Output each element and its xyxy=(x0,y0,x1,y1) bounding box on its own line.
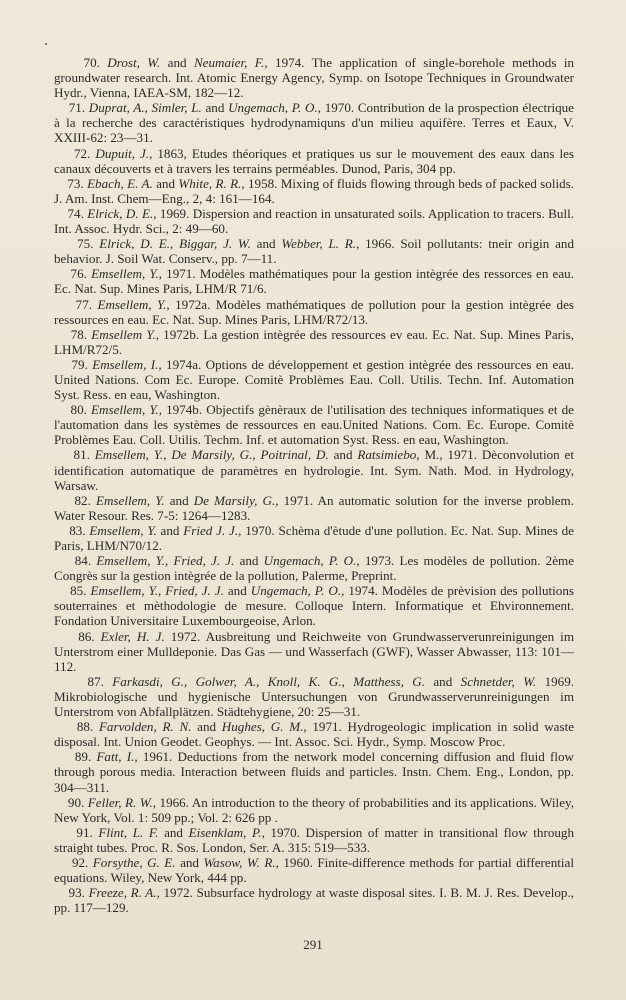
reference-authors: Drost, W. xyxy=(107,55,161,70)
reference-entry xyxy=(54,553,574,583)
reference-coauthors: De Marsily, G. xyxy=(193,492,276,508)
reference-authors: Emsellem, Y., De Marsily, G., Poitrinal, D. xyxy=(94,447,329,463)
reference-authors: Ebach, E. A. xyxy=(87,175,153,191)
reference-number: 93. xyxy=(68,885,85,901)
reference-coauthors: Neumaier, F. xyxy=(193,55,265,70)
reference-number: 73. xyxy=(67,175,84,191)
reference-text: 1972. Ausbreitung und Reichweite von Grundwasserverunreinigungen im Unterstrom einer Mulldeponie. Das Gas — und Wasserfach (GWF), Wasser Abwasser, 113: 101—112. xyxy=(54,628,574,674)
reference-entry xyxy=(54,493,574,523)
reference-authors: Emsellem, Y. xyxy=(89,522,157,538)
reference-entry xyxy=(54,357,574,402)
reference-authors: Emsellem, Y. xyxy=(95,492,165,508)
reference-entry xyxy=(54,674,574,719)
reference-authors: Emsellem, Y., Fried, J. J. xyxy=(90,583,224,599)
reference-entry xyxy=(54,297,574,327)
reference-coauthors: Fried J. J. xyxy=(183,522,239,538)
reference-number: 91. xyxy=(76,824,93,840)
reference-entry xyxy=(54,402,574,447)
reference-entry xyxy=(54,176,574,206)
reference-number: 75. xyxy=(77,236,94,252)
reference-number: 74. xyxy=(67,205,84,221)
reference-text: , 1972a. Modèles mathématiques de pollution pour la gestion intègrée des ressources en eau. Ec. Nat. Sup. Mines Paris, LHM/R72/13. xyxy=(54,296,574,327)
reference-number: 85. xyxy=(70,583,87,599)
reference-number: 81. xyxy=(73,447,90,463)
reference-authors: Emsellem, Y. xyxy=(91,266,159,282)
reference-text: , 1966. An introduction to the theory of probabilities and its applications. Wiley, New York, Vol. 1: 509 pp.; Vol. 2: 626 pp . xyxy=(54,794,574,825)
reference-authors: Duprat, A., Simler, L. xyxy=(88,100,202,116)
reference-entry xyxy=(54,146,574,176)
reference-entry xyxy=(54,523,574,553)
reference-list xyxy=(54,55,574,915)
reference-text: , 1970. Dispersion of matter in transitional flow through straight tubes. Proc. R. Sos. London, Ser. A. 315: 519—533. xyxy=(54,824,575,855)
reference-text: , 1961. Deductions from the network model concerning diffusion and fluid flow through porous media. Interaction between fluids and particles. Instn. Chem. Eng., London, pp. 304—311. xyxy=(54,749,575,795)
reference-number: 87. xyxy=(87,673,104,689)
reference-entry xyxy=(54,266,574,296)
reference-entry xyxy=(54,855,574,885)
reference-entry xyxy=(54,327,574,357)
reference-conjunction: and xyxy=(234,553,264,569)
reference-coauthors: White, R. R. xyxy=(178,175,242,191)
reference-authors: Emsellem, I. xyxy=(92,356,159,372)
reference-coauthors: Eisenklam, P. xyxy=(188,824,262,840)
reference-authors: Feller, R. W. xyxy=(87,794,153,810)
reference-number: 82. xyxy=(74,492,91,508)
reference-text: , 1970. Schèma d'ètude d'une pollution. Ec. Nat. Sup. Mines de Paris, LHM/N70/12. xyxy=(54,522,574,553)
reference-authors: Emsellem, Y., Fried, J. J. xyxy=(96,553,235,569)
reference-coauthors: Ungemach, P. O. xyxy=(228,100,318,116)
print-speck xyxy=(45,43,47,45)
reference-text: , 1966. Soil pollutants: tneir origin and behavior. J. Soil Wat. Conserv., pp. 7—11. xyxy=(54,236,575,267)
reference-number: 78. xyxy=(70,326,88,342)
reference-entry xyxy=(54,629,574,674)
reference-coauthors: Ungemach, P. O. xyxy=(263,553,357,569)
reference-conjunction: and xyxy=(160,55,194,70)
reference-number: 89. xyxy=(74,749,92,765)
reference-text: , 1971. Modèles mathématiques pour la gestion intègrée des ressorces en eau. Ec. Nat. Sup. Mines Paris, LHM/R 71/6. xyxy=(54,266,574,297)
reference-authors: Flint, L. F. xyxy=(98,824,159,840)
reference-text: , 1974b. Objectifs gènèraux de l'utilisation des techniques informatiques et de l'automation dans les systèmes de ressources en eau.United Nations. Com. Ec. Europe. Comitè Problèmes Eau. Coll. Utilis. Techm. Inf. et automation Syst. Ress. en eau, Washington. xyxy=(54,402,574,448)
reference-text: , 1971. Hydrogeologic implication in solid waste disposal. Int. Union Geodet. Geophys. — Int. Assoc. Sci. Hydr., Symp. Moscow Proc. xyxy=(54,719,575,750)
reference-entry xyxy=(54,825,574,855)
reference-conjunction: and xyxy=(164,492,194,508)
reference-authors: Elrick, D. E., Biggar, J. W. xyxy=(99,236,251,252)
reference-authors: Farvolden, R. N. xyxy=(98,719,192,735)
reference-conjunction: and xyxy=(223,583,251,599)
reference-number: 86. xyxy=(78,628,95,644)
reference-text: , 1969. Dispersion and reaction in unsaturated soils. Application to tracers. Bull. Int. Assoc. Hydr. Sci., 2: 49—60. xyxy=(54,205,574,237)
reference-entry xyxy=(54,55,574,100)
reference-number: 70. xyxy=(83,55,100,70)
reference-coauthors: Ungemach, P. O. xyxy=(250,583,342,599)
reference-entry xyxy=(54,719,574,749)
reference-entry xyxy=(54,885,574,915)
reference-number: 72. xyxy=(73,145,91,161)
reference-number: 88. xyxy=(76,719,94,735)
reference-text: , 1972. Subsurface hydrology at waste disposal sites. I. B. M. J. Res. Develop., pp. 117—129. xyxy=(54,885,575,916)
reference-coauthors: Hughes, G. M. xyxy=(221,719,304,735)
reference-coauthors: Ratsimiebo xyxy=(357,447,417,463)
reference-authors: Freeze, R. A. xyxy=(88,885,157,901)
reference-entry xyxy=(54,583,574,628)
reference-entry xyxy=(54,206,574,236)
reference-conjunction: and xyxy=(201,100,229,116)
reference-authors: Emsellem Y. xyxy=(91,326,156,342)
reference-conjunction: and xyxy=(250,236,282,252)
reference-entry xyxy=(54,236,574,266)
reference-number: 90. xyxy=(67,794,85,810)
reference-number: 77. xyxy=(75,296,93,312)
reference-text: , 1974a. Options de développement et gestion intègrée des ressources en eau. United Nations. Com Ec. Europe. Comitè Problèmes Eau. Coll. Utilis. Techn. Inf. Automation Syst. Ress. en eau, Washington. xyxy=(54,356,575,403)
reference-text: , 1960. Finite-difference methods for partial differential equations. Wiley, New York, 444 pp. xyxy=(54,854,575,886)
reference-text: , M., 1971. Dèconvolution et identification automatique de paramètres en hydrologie. Int. Sym. Nath. Mod. in Hydrology, Warsaw. xyxy=(54,447,575,493)
reference-coauthors: Wasow, W. R. xyxy=(203,854,276,870)
reference-conjunction: and xyxy=(424,673,461,689)
reference-authors: Farkasdi, G., Golwer, A., Knoll, K. G., Matthess, G. xyxy=(112,673,425,689)
reference-text: , 1970. Contribution de la prospection électrique à la recherche des caractéristiques hydrodynamiquns d'un milieu aquifère. Terres et Eaux, V. XXIII-62: 23—31. xyxy=(54,100,574,146)
reference-text: 1969. Mikrobiologische und hygienische Untersuchungen von Grundwasserverunreinigungen im Unterstrom von Abfallplätzen. Städtehygiene, 20: 25—31. xyxy=(54,673,575,720)
reference-entry xyxy=(54,100,574,145)
reference-number: 79. xyxy=(71,356,88,372)
reference-entry xyxy=(54,795,574,825)
reference-conjunction: and xyxy=(175,854,204,870)
reference-conjunction: and xyxy=(156,522,184,538)
reference-coauthors: Schnetder, W. xyxy=(460,673,537,689)
reference-authors: Exler, H. J. xyxy=(100,628,165,644)
reference-authors: Elrick, D. E. xyxy=(87,205,154,221)
reference-entry xyxy=(54,749,574,794)
reference-number: 76. xyxy=(70,266,87,282)
reference-conjunction: and xyxy=(191,719,222,735)
reference-number: 92. xyxy=(71,854,89,870)
reference-text: , 1863, Etudes théoriques et pratiques us sur le mouvement des eaux dans les canaux découverts et à travers les terrains perméables. Dunod, Paris, 304 pp. xyxy=(54,145,575,176)
reference-text: , 1974. The application of single-borehole methods in groundwater research. Int. Atomic Energy Agency, Symp. on Isotope Techniques in Groundwater Hydr., Vienna, IAEA-SM, 182—12. xyxy=(54,55,574,101)
reference-text: , 1973. Les modèles de pollution. 2ème Congrès sur la gestion intègrée de la pollution, Palerme, Preprint. xyxy=(54,553,575,584)
reference-authors: Dupuit, J. xyxy=(95,145,150,161)
reference-text: , 1974. Modèles de prèvision des pollutions souterraines et mèthodologie de mesure. Colloque Intern. Informatique et Ehvironnement. Fondation Universitaire Luxembourgeoise, Arlon. xyxy=(54,583,574,629)
reference-conjunction: and xyxy=(328,447,358,463)
page-number: 291 xyxy=(303,937,323,952)
reference-coauthors: Webber, L. R. xyxy=(281,236,357,252)
reference-authors: Emsellem, Y. xyxy=(91,402,159,418)
reference-text: , 1971. An automatic solution for the inverse problem. Water Resour. Res. 7-5: 1264—1283. xyxy=(54,492,575,523)
reference-conjunction: and xyxy=(152,175,179,191)
reference-number: 83. xyxy=(69,522,86,538)
reference-entry xyxy=(54,447,574,492)
reference-number: 71. xyxy=(68,100,86,116)
reference-number: 84. xyxy=(74,553,92,569)
reference-number: 80. xyxy=(70,402,87,418)
reference-conjunction: and xyxy=(158,824,189,840)
reference-text: , 1972b. La gestion intègrée des ressources ev eau. Ec. Nat. Sup. Mines Paris, LHM/R72/5. xyxy=(54,326,575,357)
reference-text: , 1958. Mixing of fluids flowing through beds of packed solids. J. Am. Inst. Chem—Eng., 2, 4: 161—164. xyxy=(54,175,575,206)
reference-authors: Forsythe, G. E. xyxy=(92,854,176,870)
reference-authors: Fatt, I. xyxy=(96,749,135,765)
reference-authors: Emsellem, Y. xyxy=(97,296,167,312)
